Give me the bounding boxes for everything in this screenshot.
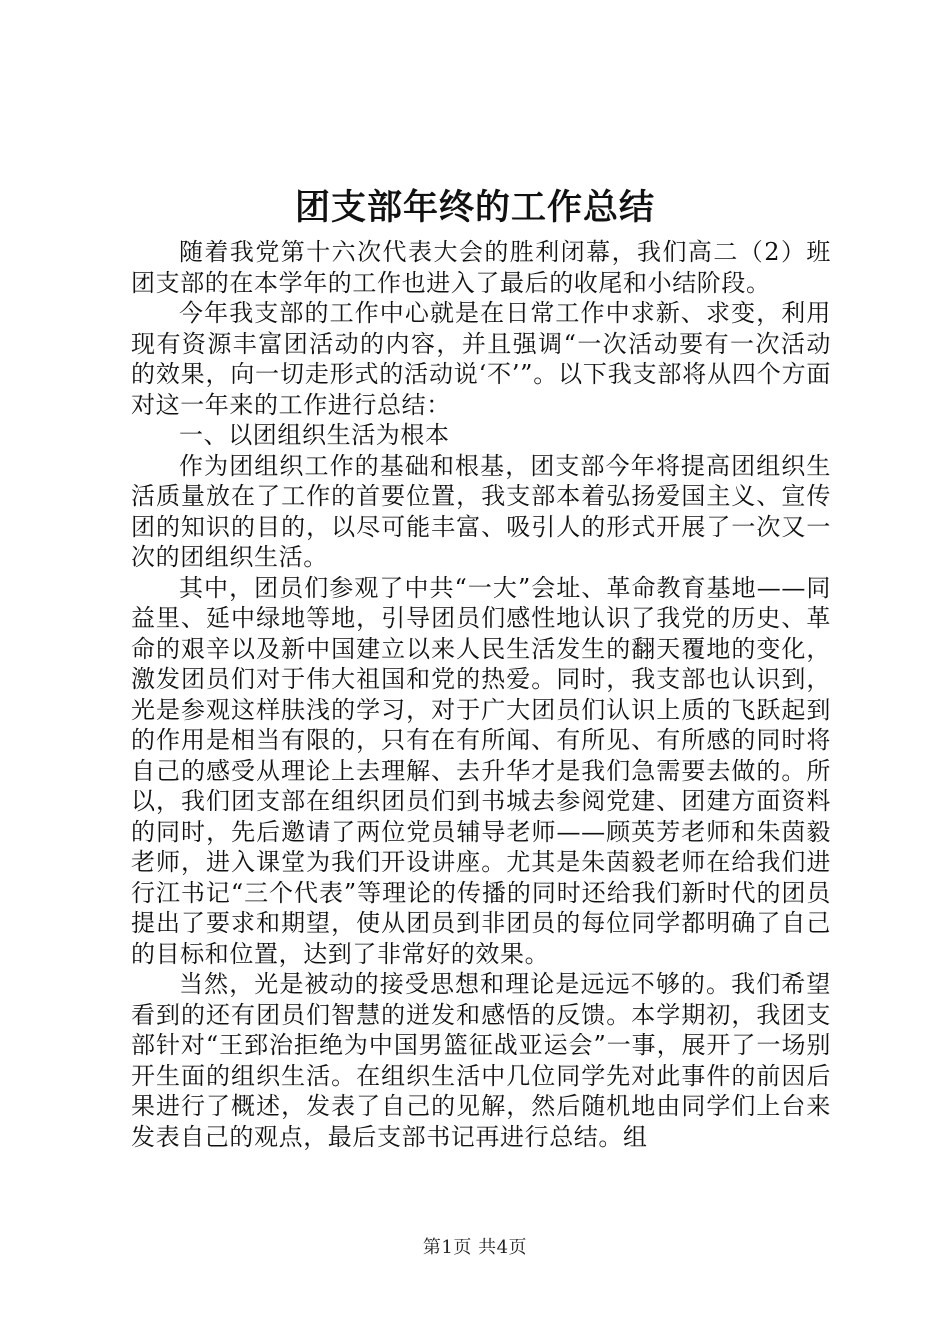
document-body <box>131 237 831 1152</box>
paragraph-work-focus: 今年我支部的工作中心就是在日常工作中求新、求变，利用现有资源丰富团活动的内容，并且强调“一次活动要有一次活动的效果，向一切走形式的活动说‘不’”。以下我支部将从四个方面对这一年来的工作进行总结： <box>131 299 831 419</box>
document-title: 团支部年终的工作总结 <box>294 188 655 228</box>
paragraph-intro: 随着我党第十六次代表大会的胜利闭幕，我们高二（2）班团支部的在本学年的工作也进入了最后的收尾和小结阶段。 <box>131 238 831 297</box>
page-number-footer: 第1页 共4页 <box>422 1237 528 1258</box>
paragraph-visits: 其中，团员们参观了中共“一大”会址、革命教育基地——同益里、延中绿地等地，引导团员们感性地认识了我党的历史、革命的艰辛以及新中国建立以来人民生活发生的翻天覆地的变化，激发团员们对于伟大祖国和党的热爱。同时，我支部也认识到，光是参观这样肤浅的学习，对于广大团员们认识上质的飞跃起到的作用是相当有限的，只有在有所闻、有所见、有所感的同时将自己的感受从理论上去理解、去升华才是我们急需要去做的。所以，我们团支部在组织团员们到书城去参阅党建、团建方面资料的同时，先后邀请了两位党员辅导老师——顾英芳老师和朱茵毅老师，进入课堂为我们开设讲座。尤其是朱茵毅老师在给我们进行江书记“三个代表”等理论的传播的同时还给我们新时代的团员提出了要求和期望，使从团员到非团员的每位同学都明确了自己的目标和位置，达到了非常好的效果。 <box>131 573 831 968</box>
section-heading-1: 一、以团组织生活为根本 <box>179 421 450 449</box>
paragraph-discussion: 当然，光是被动的接受思想和理论是远远不够的。我们希望看到的还有团员们智慧的迸发和感悟的反馈。本学期初，我团支部针对“王郅治拒绝为中国男篮征战亚运会”一事，展开了一场别开生面的组织生活。在组织生活中几位同学先对此事件的前因后果进行了概述，发表了自己的见解，然后随机地由同学们上台来发表自己的观点，最后支部书记再进行总结。组 <box>131 970 831 1151</box>
paragraph-basis: 作为团组织工作的基础和根基，团支部今年将提高团组织生活质量放在了工作的首要位置，我支部本着弘扬爱国主义、宣传团的知识的目的，以尽可能丰富、吸引人的形式开展了一次又一次的团组织生活。 <box>131 451 831 571</box>
